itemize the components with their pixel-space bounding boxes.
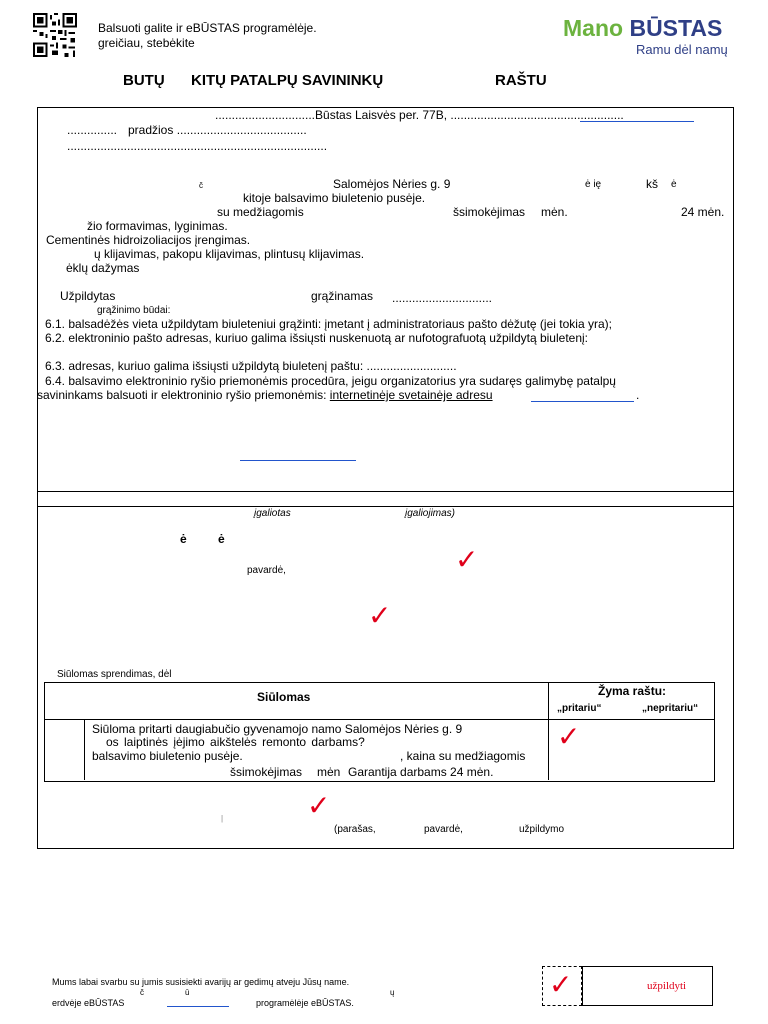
signature-sig: (parašas,: [334, 824, 376, 835]
notice-l6d: 24 mėn.: [681, 205, 725, 219]
notice-l15: 6.3. adresas, kuriuo galima išsiųsti užpildytą biuletenį paštu: ...........................: [45, 359, 457, 373]
notice-l6c: mėn.: [541, 205, 568, 219]
notice-l17: [37, 388, 493, 402]
notice-l2: ...............: [67, 123, 118, 137]
checkmark-icon: ✓: [549, 968, 573, 1001]
signature-bar: |: [221, 814, 224, 823]
decision-col-proposal: Siūlomas: [257, 690, 311, 704]
notice-l2b: pradžios .......................................: [128, 123, 307, 137]
notice-l12: grąžinimo būdai:: [97, 305, 171, 316]
decision-col-against: „nepritariu“: [642, 703, 699, 714]
notice-l11c: ..............................: [392, 291, 493, 305]
footer-c1: č: [140, 988, 144, 997]
divider-2: [37, 506, 733, 507]
notice-l4d: kš: [646, 177, 658, 191]
checkmark-icon: ✓: [455, 543, 479, 576]
footer-c3: ų: [390, 988, 395, 997]
notice-l9: ų klijavimas, pakopu klijavimas, plintusų klijavimas.: [94, 247, 365, 261]
checkmark-icon: ✓: [368, 599, 392, 632]
logo-mano-text: Mano: [563, 15, 624, 41]
decision-row-l4c: Garantija darbams 24 mėn.: [348, 765, 494, 779]
notice-l1a: ..............................Būstas: [215, 108, 352, 122]
checkmark-icon: ✓: [307, 789, 331, 822]
owner-surname-label: pavardė,: [247, 565, 286, 576]
decision-row-l4b: mėn: [317, 765, 341, 779]
decision-table-header-line: [44, 719, 714, 720]
qr-code-icon: [33, 13, 77, 57]
notice-l11a: Užpildytas: [60, 289, 116, 303]
checkmark-icon[interactable]: ✓: [557, 720, 581, 753]
notice-l6a: su medžiagomis: [217, 205, 304, 219]
decision-row-l3a: balsavimo biuletenio pusėje.: [92, 749, 243, 763]
notice-l13: 6.1. balsadėžės vieta užpildytam biuleteniui grąžinti: įmetant į administratoriaus pašto dėžutę (jei tokia yra);: [45, 317, 612, 331]
divider-1: [37, 491, 733, 492]
app-promo-line1: Balsuoti galite ir eBŪSTAS programėlėje.: [98, 21, 317, 35]
logo: [563, 14, 722, 42]
notice-l4c: ė ię: [585, 179, 602, 190]
logo-bustas-text: BŪSTAS: [629, 15, 723, 41]
notice-l4a: č: [199, 181, 203, 190]
footer-line2a: erdvėje eBŪSTAS: [52, 998, 125, 1008]
notice-l1b: Laisvės per. 77B, ....................................................: [355, 108, 624, 122]
notice-l17a: savininkams balsuoti ir elektroninio ryšio priemonėmis:: [37, 388, 327, 402]
notice-l6b: šsimokėjimas: [453, 205, 526, 219]
decision-row-l3b: , kaina su medžiagomis: [400, 749, 526, 763]
owner-authorization: įgaliojimas): [405, 508, 456, 519]
notice-l8: Cementinės hidroizoliacijos įrengimas.: [46, 233, 251, 247]
notice-l3: ..............................................................................: [67, 139, 328, 153]
decision-table-col1-line: [84, 719, 85, 780]
decision-table-col2-line: [548, 682, 549, 780]
title-part1: BUTŲ: [123, 72, 165, 89]
notice-l17c: .: [636, 388, 640, 402]
notice-l5: kitoje balsavimo biuletenio pusėje.: [243, 191, 426, 205]
title-part2: KITŲ PATALPŲ SAVININKŲ: [191, 72, 384, 89]
decision-row-l2: os laiptinės įėjimo aikštelės remonto darbams?: [106, 735, 365, 749]
title-part3: RAŠTU: [495, 72, 547, 89]
owner-e1: ė: [180, 532, 187, 546]
footer-line2b: programėlėje eBŪSTAS.: [256, 998, 354, 1008]
notice-l16: 6.4. balsavimo elektroninio ryšio priemonėmis procedūra, jeigu organizatorius yra sudaręs galimybę patalpų: [45, 374, 616, 388]
notice-l17b: internetinėje svetainėje adresu: [329, 388, 493, 402]
decision-col-mark: Žyma raštu:: [598, 684, 667, 698]
signature-filled: užpildymo: [519, 824, 565, 835]
decision-row-l1: Siūloma pritarti daugiabučio gyvenamojo namo Salomėjos Nėries g. 9: [92, 722, 463, 736]
signature-surname: pavardė,: [424, 824, 463, 835]
stamp-box: [582, 966, 713, 1006]
decision-row-l4a: šsimokėjimas: [230, 765, 303, 779]
notice-l14: 6.2. elektroninio pašto adresas, kuriuo galima išsiųsti nuskenuotą ar nufotografuotą užpildytą biuletenį:: [45, 331, 588, 345]
logo-tagline: Ramu dėl namų: [636, 42, 728, 57]
notice-l7: žio formavimas, lyginimas.: [87, 219, 228, 233]
website-link-underline[interactable]: [531, 401, 634, 402]
owner-e2: ė: [218, 532, 225, 546]
notice-l11b: grąžinamas: [311, 289, 374, 303]
notice-l10: ėklų dažymas: [66, 261, 140, 275]
app-promo-line2: greičiau, stebėkite: [98, 36, 195, 50]
notice-l4b: Salomėjos Nėries g. 9: [333, 177, 451, 191]
footer-link-underline[interactable]: [167, 1006, 229, 1007]
notice-link-underline: [580, 121, 694, 122]
decision-caption: Siūlomas sprendimas, dėl: [57, 669, 172, 680]
owner-authorized: įgaliotas: [254, 508, 291, 519]
footer-line1: Mums labai svarbu su jumis susisiekti avarijų ar gedimų atveju Jūsų name.: [52, 977, 350, 987]
decision-col-for: „pritariu“: [557, 703, 602, 714]
extra-link-underline[interactable]: [240, 460, 356, 461]
stamp-checkbox[interactable]: [542, 966, 582, 1006]
footer-c2: ū: [185, 988, 190, 997]
stamp-label: užpildyti: [647, 980, 687, 992]
notice-l4e: ė: [671, 179, 677, 190]
